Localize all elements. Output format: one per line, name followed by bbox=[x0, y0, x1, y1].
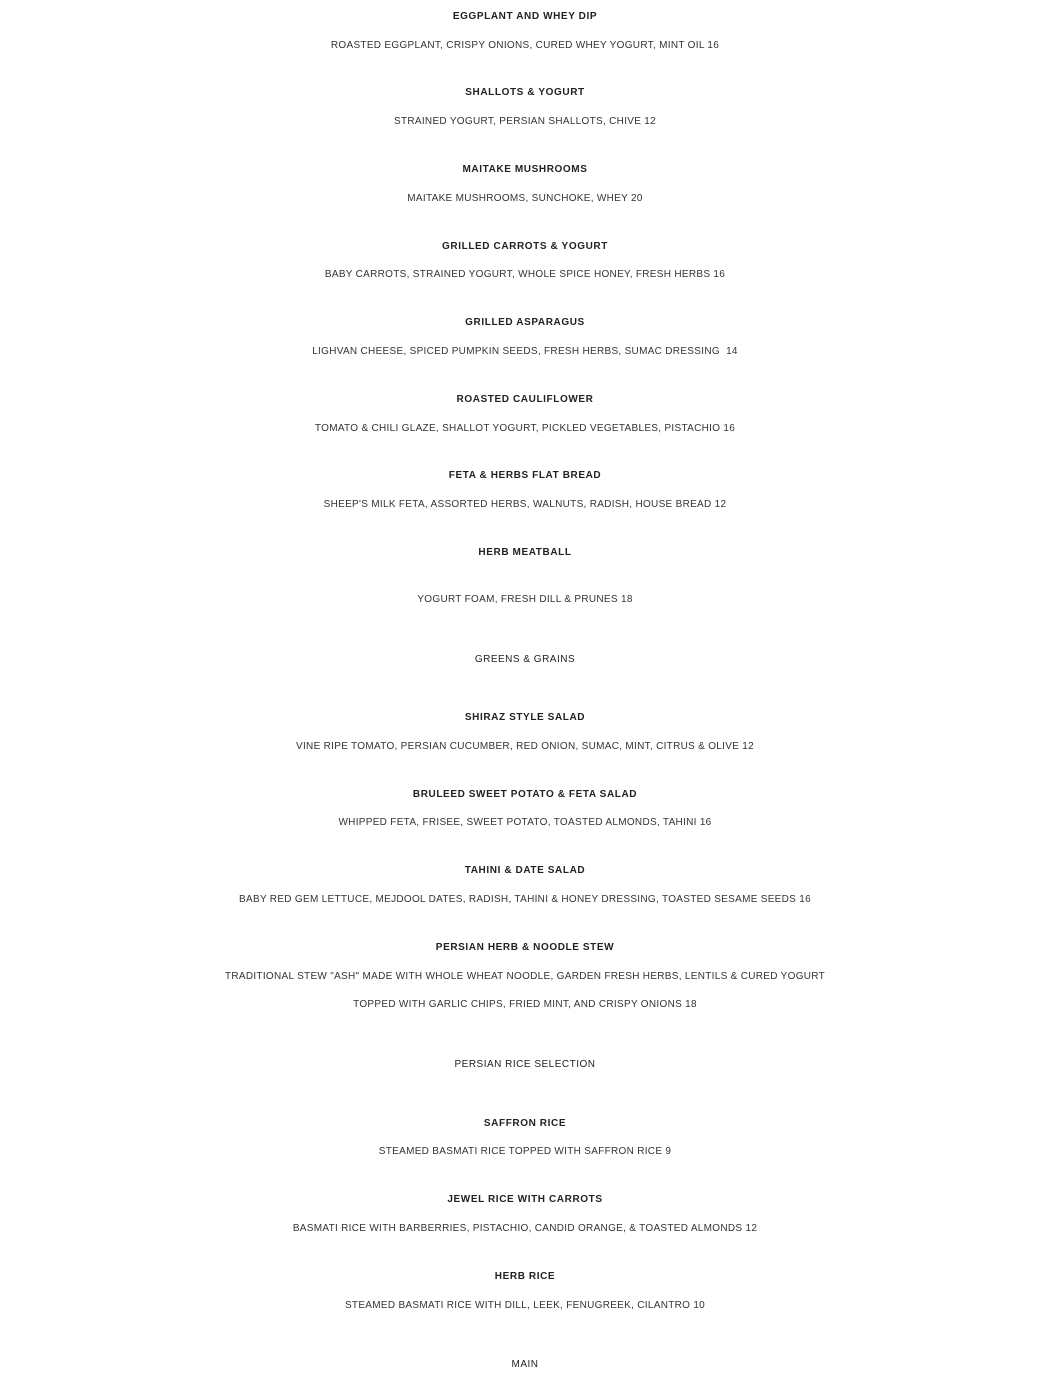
menu-item-description: TRADITIONAL STEW "ASH" MADE WITH WHOLE WHEAT NOODLE, GARDEN FRESH HERBS, LENTILS & CURED YOGURT bbox=[224, 971, 826, 982]
menu-item-description: STEAMED BASMATI RICE TOPPED WITH SAFFRON RICE 9 bbox=[378, 1146, 672, 1157]
menu-item-description: BABY CARROTS, STRAINED YOGURT, WHOLE SPICE HONEY, FRESH HERBS 16 bbox=[324, 269, 726, 280]
menu-item-name: TAHINI & DATE SALAD bbox=[464, 865, 586, 876]
menu-item-name: JEWEL RICE WITH CARROTS bbox=[447, 1194, 603, 1205]
menu-item-name: SHIRAZ STYLE SALAD bbox=[464, 712, 586, 723]
menu-item-name: GRILLED ASPARAGUS bbox=[465, 317, 585, 328]
menu-item-description: ROASTED EGGPLANT, CRISPY ONIONS, CURED WHEY YOGURT, MINT OIL 16 bbox=[330, 40, 720, 51]
menu-item-name: MAITAKE MUSHROOMS bbox=[462, 164, 588, 175]
menu-item-name: GRILLED CARROTS & YOGURT bbox=[442, 241, 608, 252]
menu-item-name: SAFFRON RICE bbox=[483, 1118, 567, 1129]
menu-item-description: MAITAKE MUSHROOMS, SUNCHOKE, WHEY 20 bbox=[407, 193, 643, 204]
menu-item-description: LIGHVAN CHEESE, SPICED PUMPKIN SEEDS, FRESH HERBS, SUMAC DRESSING 14 bbox=[312, 346, 738, 357]
menu-item-description: VINE RIPE TOMATO, PERSIAN CUCUMBER, RED ONION, SUMAC, MINT, CITRUS & OLIVE 12 bbox=[296, 741, 754, 752]
menu-item-name: BRULEED SWEET POTATO & FETA SALAD bbox=[412, 789, 638, 800]
menu-item-description: STRAINED YOGURT, PERSIAN SHALLOTS, CHIVE 12 bbox=[393, 116, 657, 127]
menu-item-description: BASMATI RICE WITH BARBERRIES, PISTACHIO, CANDID ORANGE, & TOASTED ALMONDS 12 bbox=[292, 1223, 758, 1234]
menu-item-name: SHALLOTS & YOGURT bbox=[465, 87, 585, 98]
section-heading: MAIN bbox=[511, 1359, 539, 1370]
menu-item-name: PERSIAN HERB & NOODLE STEW bbox=[435, 942, 615, 953]
menu-item-description-continued: TOPPED WITH GARLIC CHIPS, FRIED MINT, AND CRISPY ONIONS 18 bbox=[353, 999, 697, 1010]
section-heading: GREENS & GRAINS bbox=[474, 654, 576, 665]
menu-item-name: HERB RICE bbox=[494, 1271, 556, 1282]
menu-item-description: YOGURT FOAM, FRESH DILL & PRUNES 18 bbox=[417, 594, 633, 605]
menu-item-description: WHIPPED FETA, FRISEE, SWEET POTATO, TOASTED ALMONDS, TAHINI 16 bbox=[338, 817, 712, 828]
menu-item-description: BABY RED GEM LETTUCE, MEJDOOL DATES, RADISH, TAHINI & HONEY DRESSING, TOASTED SESAME SEEDS 16 bbox=[239, 894, 811, 905]
menu-item-name: ROASTED CAULIFLOWER bbox=[456, 394, 594, 405]
menu-item-name: HERB MEATBALL bbox=[478, 547, 572, 558]
menu-item-description: TOMATO & CHILI GLAZE, SHALLOT YOGURT, PICKLED VEGETABLES, PISTACHIO 16 bbox=[314, 423, 736, 434]
menu-item-description: STEAMED BASMATI RICE WITH DILL, LEEK, FENUGREEK, CILANTRO 10 bbox=[344, 1300, 706, 1311]
menu-item-name: EGGPLANT AND WHEY DIP bbox=[452, 11, 598, 22]
menu-item-description: SHEEP'S MILK FETA, ASSORTED HERBS, WALNUTS, RADISH, HOUSE BREAD 12 bbox=[323, 499, 727, 510]
section-heading: PERSIAN RICE SELECTION bbox=[454, 1059, 596, 1070]
menu-item-name: FETA & HERBS FLAT BREAD bbox=[448, 470, 602, 481]
